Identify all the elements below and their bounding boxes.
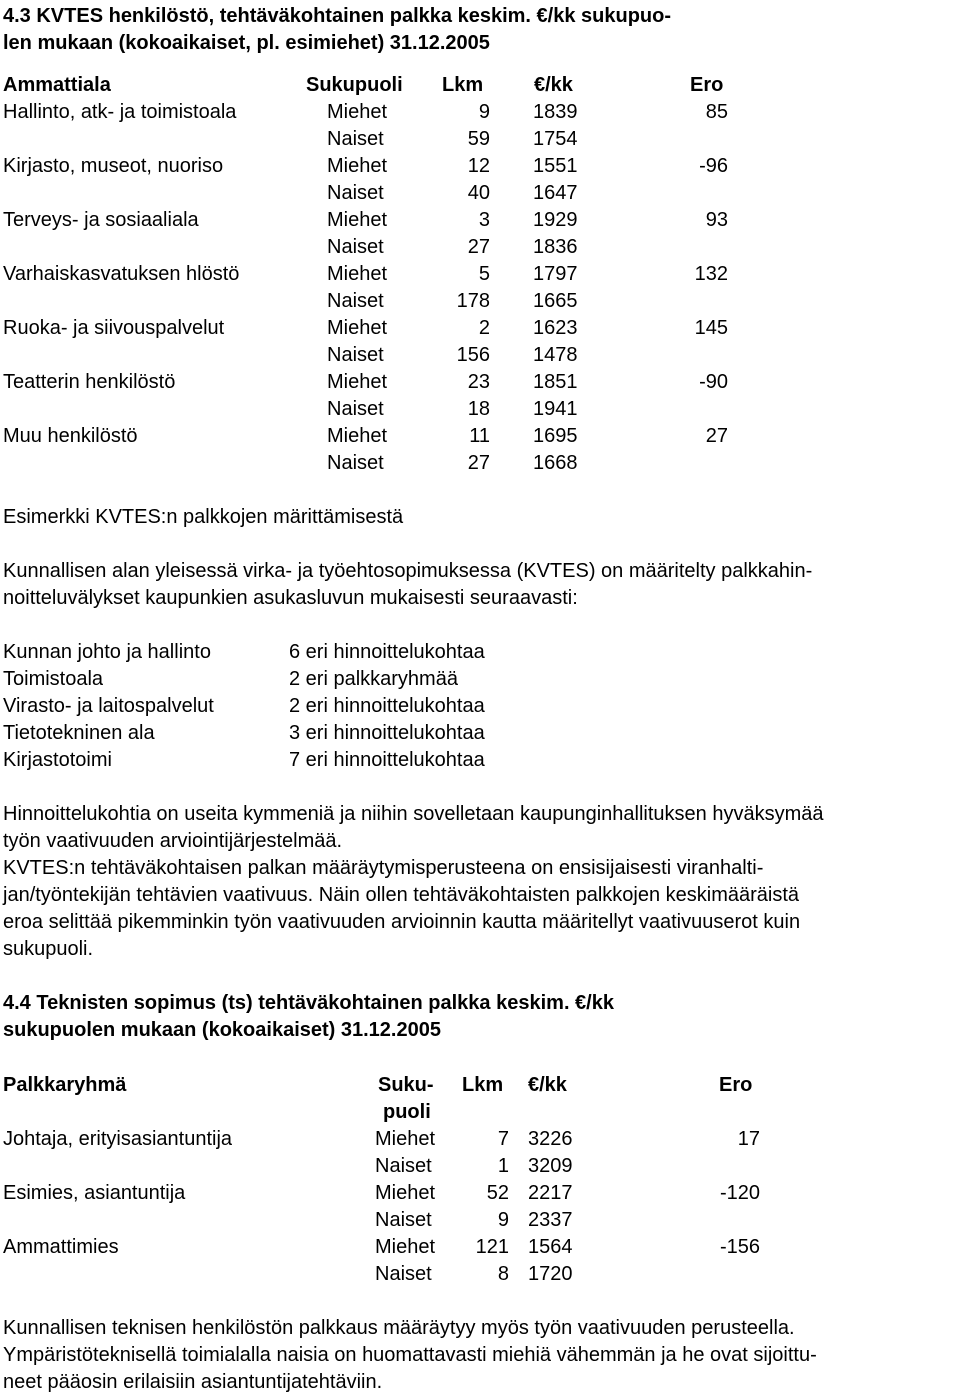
table2-col-group: Palkkaryhmä: [3, 1074, 127, 1096]
row-count: 40: [467, 182, 490, 204]
row-count: 12: [467, 155, 490, 177]
row-eur: 1478: [533, 344, 578, 366]
example-para-line: KVTES:n tehtäväkohtaisen palkan määräytymisperusteena on ensisijaisesti viranhalti-: [3, 857, 764, 879]
row-count: 52: [486, 1182, 509, 1204]
row-diff: 145: [694, 317, 728, 339]
example-para-line: Hinnoittelukohtia on useita kymmeniä ja niihin sovelletaan kaupunginhallituksen hyväksymää: [3, 803, 824, 825]
row-gender: Miehet: [327, 317, 388, 339]
section1-heading-line2: len mukaan (kokoaikaiset, pl. esimiehet) 31.12.2005: [3, 32, 490, 54]
example-item-name: Kunnan johto ja hallinto: [3, 641, 211, 663]
table1-row: [0, 342, 960, 369]
row-gender: Naiset: [375, 1209, 432, 1231]
table1-row: [0, 396, 960, 423]
row-gender: Miehet: [327, 371, 388, 393]
row-area: Ruoka- ja siivouspalvelut: [3, 317, 225, 339]
example-para-line: eroa selittää pikemminkin työn vaativuuden arvioinnin kautta määritellyt vaativuuserot kuin: [3, 911, 801, 933]
row-gender: Naiset: [327, 182, 384, 204]
row-group: Esimies, asiantuntija: [3, 1182, 186, 1204]
table2-row: [0, 1207, 960, 1234]
row-group: Ammattimies: [3, 1236, 119, 1258]
row-area: Hallinto, atk- ja toimistoala: [3, 101, 237, 123]
example-intro-line1: Kunnallisen alan yleisessä virka- ja työehtosopimuksessa (KVTES) on määritelty palkkahin-: [3, 560, 813, 582]
row-diff: 17: [737, 1128, 760, 1150]
table2-row: [0, 1126, 960, 1153]
table1-row: [0, 126, 960, 153]
table2-row: [0, 1153, 960, 1180]
row-diff: -90: [699, 371, 728, 393]
row-gender: Naiset: [327, 452, 384, 474]
row-count: 23: [467, 371, 490, 393]
example-item-value: 6 eri hinnoittelukohtaa: [289, 641, 485, 663]
row-gender: Miehet: [327, 101, 388, 123]
example-item-name: Tietotekninen ala: [3, 722, 155, 744]
example-item-value: 2 eri palkkaryhmää: [289, 668, 458, 690]
row-diff: -156: [719, 1236, 760, 1258]
table1-col-diff: Ero: [690, 74, 724, 96]
example-item-value: 7 eri hinnoittelukohtaa: [289, 749, 485, 771]
row-eur: 2217: [528, 1182, 573, 1204]
table2-col-gender-2: puoli: [383, 1101, 431, 1123]
row-eur: 1839: [533, 101, 578, 123]
row-eur: 2337: [528, 1209, 573, 1231]
row-count: 2: [478, 317, 490, 339]
row-area: Muu henkilöstö: [3, 425, 138, 447]
row-eur: 1941: [533, 398, 578, 420]
row-count: 156: [456, 344, 490, 366]
row-diff: 93: [705, 209, 728, 231]
table1-row: [0, 288, 960, 315]
example-list-item: [0, 639, 960, 666]
table1-row: [0, 180, 960, 207]
example-item-name: Kirjastotoimi: [3, 749, 112, 771]
footer-para-line: Ympäristöteknisellä toimialalla naisia on huomattavasti miehiä vähemmän ja he ovat sijoittu-: [3, 1344, 817, 1366]
table1-col-eur: €/kk: [534, 74, 573, 96]
table2-row: [0, 1261, 960, 1288]
row-count: 7: [497, 1128, 509, 1150]
row-count: 9: [497, 1209, 509, 1231]
row-eur: 1551: [533, 155, 578, 177]
row-eur: 1797: [533, 263, 578, 285]
row-eur: 1665: [533, 290, 578, 312]
table1-row: [0, 261, 960, 288]
row-count: 8: [497, 1263, 509, 1285]
example-title: Esimerkki KVTES:n palkkojen märittämisestä: [3, 506, 404, 528]
table2-col-gender-1: Suku-: [378, 1074, 434, 1096]
row-group: Johtaja, erityisasiantuntija: [3, 1128, 233, 1150]
table1-row: [0, 153, 960, 180]
example-intro-line2: noitteluvälykset kaupunkien asukasluvun mukaisesti seuraavasti:: [3, 587, 578, 609]
table1-header: [0, 72, 960, 99]
row-gender: Naiset: [327, 236, 384, 258]
table2-row: [0, 1180, 960, 1207]
table1-row: [0, 234, 960, 261]
row-eur: 1720: [528, 1263, 573, 1285]
table1-row: [0, 99, 960, 126]
row-eur: 1754: [533, 128, 578, 150]
row-count: 11: [469, 425, 490, 447]
row-count: 5: [478, 263, 490, 285]
section2-heading-line1: 4.4 Teknisten sopimus (ts) tehtäväkohtainen palkka keskim. €/kk: [3, 992, 614, 1014]
row-area: Teatterin henkilöstö: [3, 371, 176, 393]
table1-row: [0, 207, 960, 234]
row-eur: 1929: [533, 209, 578, 231]
row-eur: 3226: [528, 1128, 573, 1150]
footer-para-line: neet pääosin erilaisiin asiantuntijatehtäviin.: [3, 1371, 383, 1393]
row-area: Kirjasto, museot, nuoriso: [3, 155, 224, 177]
example-item-name: Virasto- ja laitospalvelut: [3, 695, 214, 717]
row-eur: 1836: [533, 236, 578, 258]
example-item-name: Toimistoala: [3, 668, 104, 690]
row-gender: Naiset: [327, 128, 384, 150]
row-gender: Naiset: [375, 1263, 432, 1285]
table2-col-count: Lkm: [462, 1074, 504, 1096]
example-list-item: [0, 747, 960, 774]
row-count: 27: [467, 236, 490, 258]
row-diff: 132: [694, 263, 728, 285]
table2-col-eur: €/kk: [528, 1074, 567, 1096]
row-count: 178: [456, 290, 490, 312]
table1-col-area: Ammattiala: [3, 74, 111, 96]
row-eur: 1564: [528, 1236, 573, 1258]
row-area: Terveys- ja sosiaaliala: [3, 209, 199, 231]
row-gender: Miehet: [375, 1128, 436, 1150]
table1-row: [0, 423, 960, 450]
row-diff: 27: [705, 425, 728, 447]
row-diff: -120: [719, 1182, 760, 1204]
row-gender: Naiset: [327, 344, 384, 366]
row-gender: Naiset: [327, 290, 384, 312]
row-gender: Miehet: [327, 263, 388, 285]
footer-para-line: Kunnallisen teknisen henkilöstön palkkaus määräytyy myös työn vaativuuden perusteella.: [3, 1317, 795, 1339]
table1-row: [0, 315, 960, 342]
table1-col-count: Lkm: [442, 74, 484, 96]
row-area: Varhaiskasvatuksen hlöstö: [3, 263, 240, 285]
row-count: 1: [497, 1155, 509, 1177]
row-gender: Miehet: [375, 1182, 436, 1204]
row-gender: Miehet: [327, 155, 388, 177]
row-gender: Naiset: [375, 1155, 432, 1177]
example-list-item: [0, 693, 960, 720]
row-count: 3: [478, 209, 490, 231]
row-gender: Miehet: [375, 1236, 436, 1258]
row-count: 121: [475, 1236, 509, 1258]
example-item-value: 3 eri hinnoittelukohtaa: [289, 722, 485, 744]
row-count: 59: [467, 128, 490, 150]
table2-header: [0, 1072, 960, 1126]
section2-heading-line2: sukupuolen mukaan (kokoaikaiset) 31.12.2005: [3, 1019, 441, 1041]
example-para-line: työn vaativuuden arviointijärjestelmää.: [3, 830, 343, 852]
row-gender: Miehet: [327, 209, 388, 231]
row-count: 9: [478, 101, 490, 123]
row-eur: 1695: [533, 425, 578, 447]
row-gender: Naiset: [327, 398, 384, 420]
example-list-item: [0, 720, 960, 747]
row-count: 27: [467, 452, 490, 474]
row-gender: Miehet: [327, 425, 388, 447]
row-diff: -96: [699, 155, 728, 177]
example-para-line: sukupuoli.: [3, 938, 94, 960]
section1-heading-line1: 4.3 KVTES henkilöstö, tehtäväkohtainen palkka keskim. €/kk sukupuo-: [3, 5, 671, 27]
table2-col-diff: Ero: [719, 1074, 753, 1096]
row-diff: 85: [705, 101, 728, 123]
row-eur: 1851: [533, 371, 578, 393]
example-para-line: jan/työntekijän tehtävien vaativuus. Näin ollen tehtäväkohtaisten palkkojen keskimääräistä: [3, 884, 800, 906]
row-eur: 1623: [533, 317, 578, 339]
example-item-value: 2 eri hinnoittelukohtaa: [289, 695, 485, 717]
example-list-item: [0, 666, 960, 693]
table1-row: [0, 450, 960, 477]
table1-col-gender: Sukupuoli: [306, 74, 403, 96]
table2-row: [0, 1234, 960, 1261]
row-eur: 3209: [528, 1155, 573, 1177]
row-eur: 1668: [533, 452, 578, 474]
row-count: 18: [467, 398, 490, 420]
table1-row: [0, 369, 960, 396]
row-eur: 1647: [533, 182, 578, 204]
